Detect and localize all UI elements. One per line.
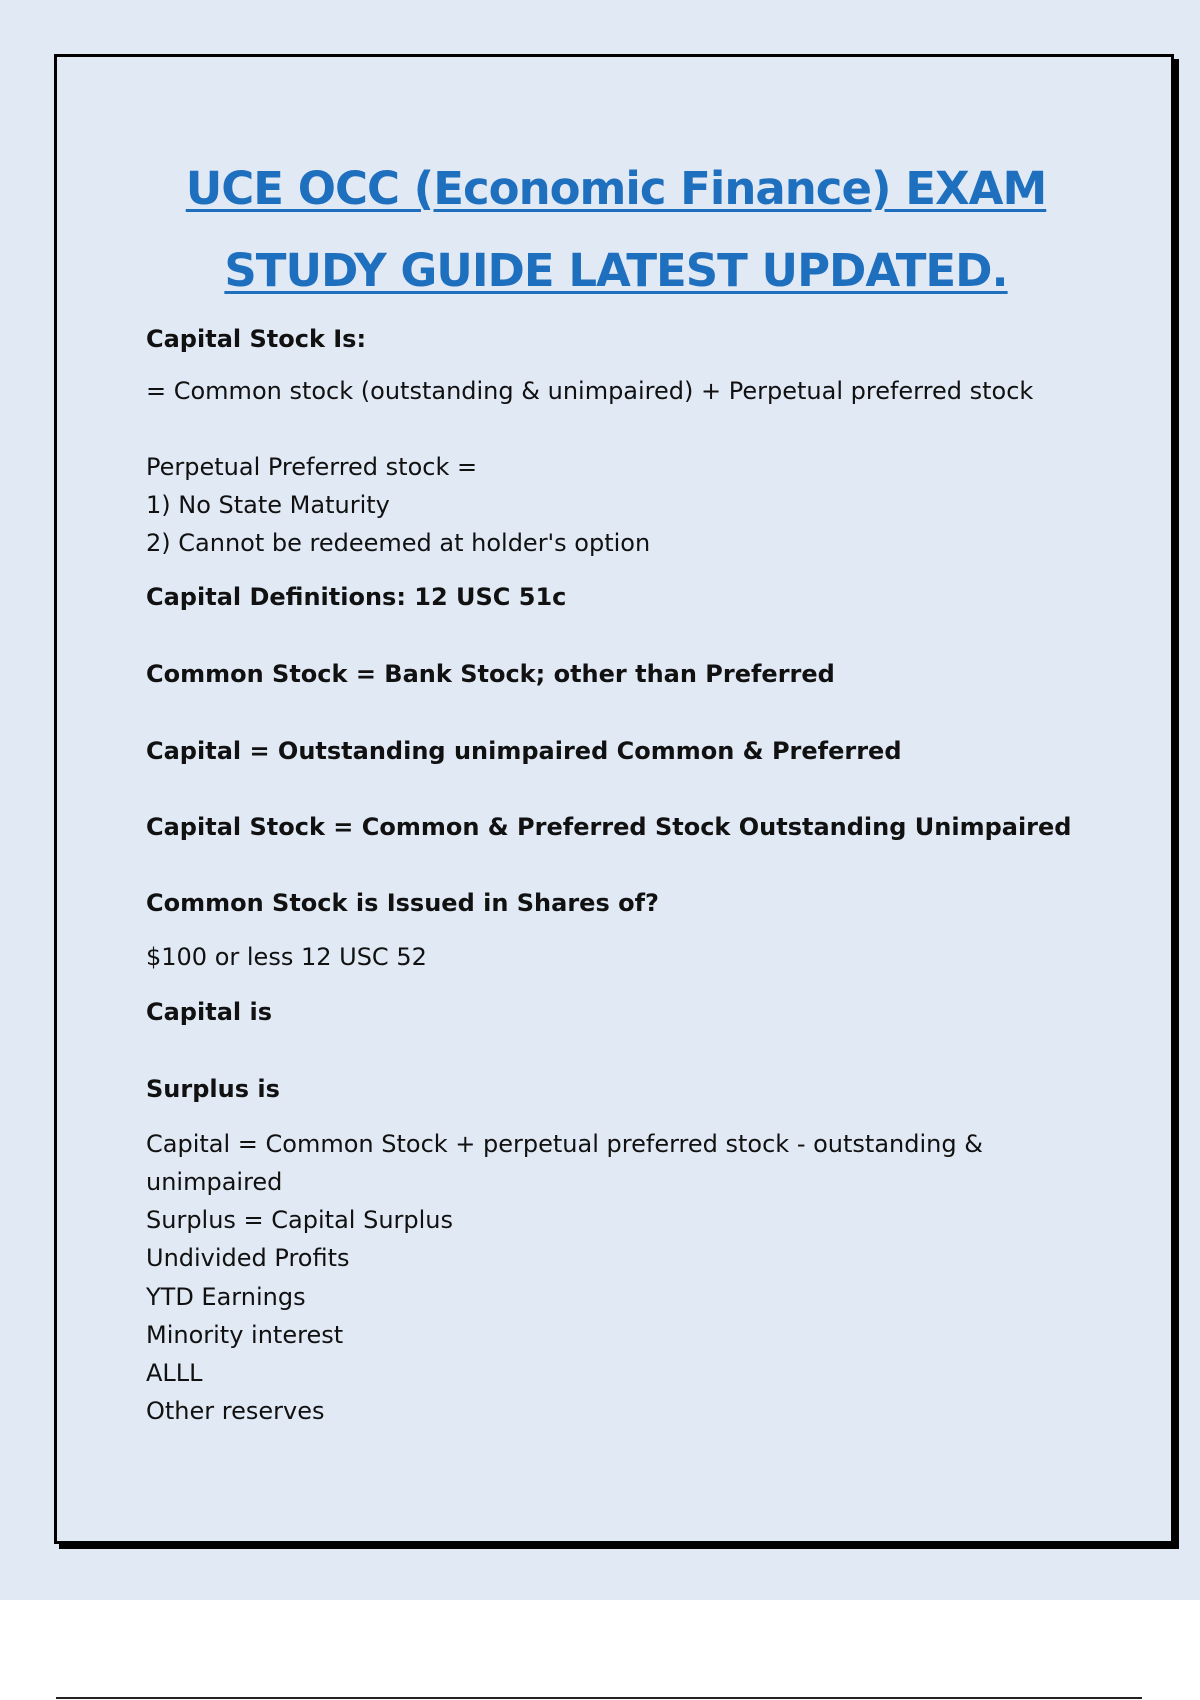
capital-formula: Capital = Common Stock + perpetual preferred stock - outstanding &: [146, 1130, 983, 1158]
capital-definitions-heading: Capital Definitions: 12 USC 51c: [146, 583, 567, 611]
surplus-item: Surplus = Capital Surplus: [146, 1206, 454, 1234]
capital-stock-answer: = Common stock (outstanding & unimpaired) + Perpetual preferred stock: [146, 377, 1034, 405]
capital-formula-continued: unimpaired: [146, 1168, 283, 1196]
perpetual-heading: Perpetual Preferred stock =: [146, 453, 478, 481]
title-line-2: STUDY GUIDE LATEST UPDATED.: [224, 244, 1008, 297]
surplus-item: Minority interest: [146, 1321, 344, 1349]
perpetual-item: 2) Cannot be redeemed at holder's option: [146, 529, 651, 557]
document-title: [0, 148, 1200, 312]
shares-question: Common Stock is Issued in Shares of?: [146, 889, 659, 917]
surplus-item: YTD Earnings: [146, 1283, 306, 1311]
shares-answer: $100 or less 12 USC 52: [146, 943, 427, 971]
surplus-is-heading: Surplus is: [146, 1075, 280, 1103]
surplus-item: Undivided Profits: [146, 1244, 350, 1272]
capital-stock-definition: Capital Stock = Common & Preferred Stock Outstanding Unimpaired: [146, 813, 1072, 841]
surplus-item: Other reserves: [146, 1397, 325, 1425]
surplus-item: ALLL: [146, 1359, 203, 1387]
capital-stock-heading: Capital Stock Is:: [146, 325, 367, 353]
capital-is-heading: Capital is: [146, 998, 272, 1026]
perpetual-item: 1) No State Maturity: [146, 491, 390, 519]
capital-definition: Capital = Outstanding unimpaired Common & Preferred: [146, 737, 902, 765]
title-line-1: UCE OCC (Economic Finance) EXAM: [185, 162, 1047, 215]
common-stock-definition: Common Stock = Bank Stock; other than Preferred: [146, 660, 835, 688]
footer-divider: [56, 1697, 1142, 1699]
